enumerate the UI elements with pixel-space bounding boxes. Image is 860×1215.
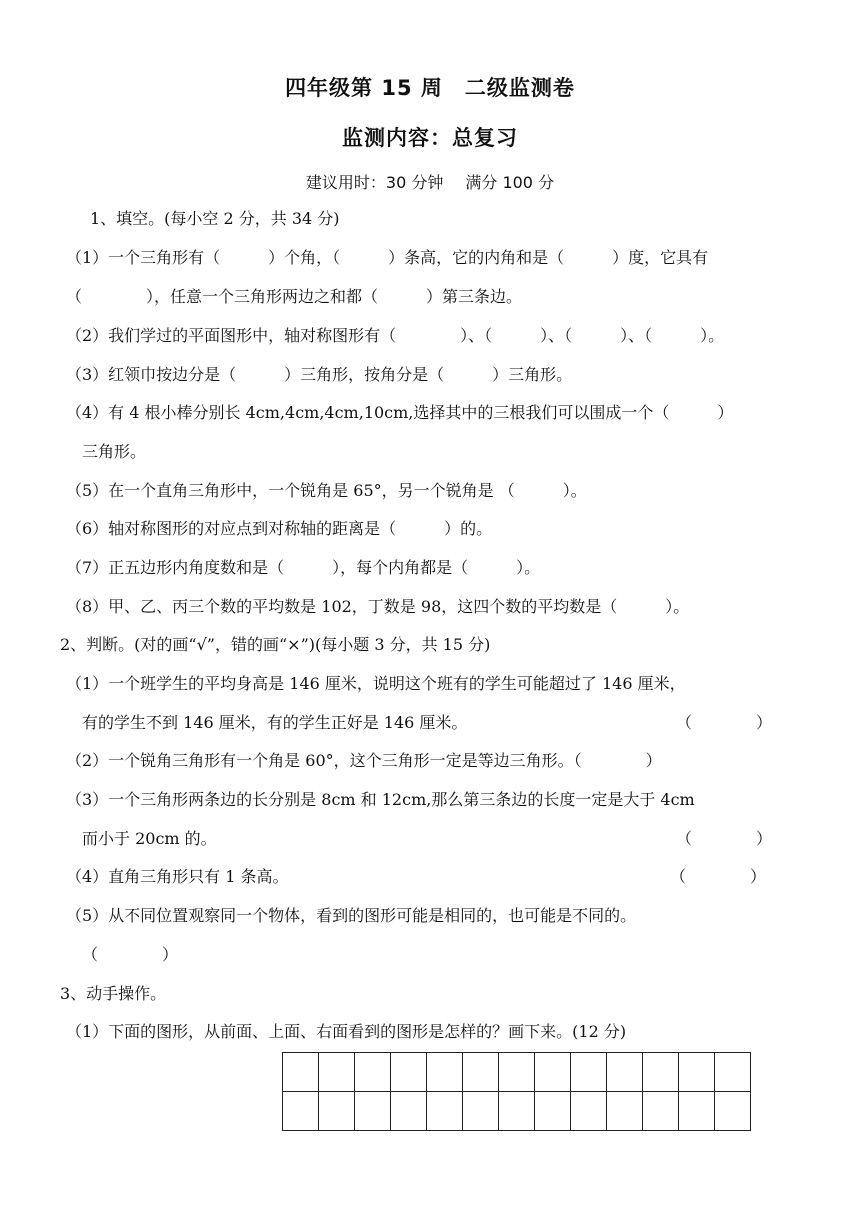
grid-cell[interactable] xyxy=(427,1053,463,1092)
grid-cell[interactable] xyxy=(643,1092,679,1131)
time-label: 建议用时：30 分钟 xyxy=(305,173,444,192)
grid-cell[interactable] xyxy=(571,1053,607,1092)
time-score-info xyxy=(0,170,860,193)
grid-cell[interactable] xyxy=(715,1092,751,1131)
grid-cell[interactable] xyxy=(319,1092,355,1131)
grid-cell[interactable] xyxy=(607,1053,643,1092)
s3-q1: （1）下面的图形，从前面、上面、右面看到的图形是怎样的？画下来。(12 分) xyxy=(66,1022,627,1041)
grid-cell[interactable] xyxy=(391,1053,427,1092)
section1-heading: 1、填空。(每小空 2 分，共 34 分) xyxy=(90,209,340,228)
s2-q1-line2: 有的学生不到 146 厘米，有的学生正好是 146 厘米。 xyxy=(82,713,468,732)
grid-cell[interactable] xyxy=(679,1092,715,1131)
s2-q5-answer-paren: （ ） xyxy=(82,945,179,964)
s1-q6: （6）轴对称图形的对应点到对称轴的距离是（ ）的。 xyxy=(66,519,493,538)
grid-cell[interactable] xyxy=(679,1053,715,1092)
grid-cell[interactable] xyxy=(499,1092,535,1131)
grid-cell[interactable] xyxy=(463,1053,499,1092)
s2-q1-line1: （1）一个班学生的平均身高是 146 厘米，说明这个班有的学生可能超过了 146 厘米， xyxy=(66,674,686,693)
drawing-grid[interactable] xyxy=(282,1052,751,1131)
section3-heading: 3、动手操作。 xyxy=(60,984,167,1003)
grid-cell[interactable] xyxy=(355,1053,391,1092)
s1-q8: （8）甲、乙、丙三个数的平均数是 102，丁数是 98，这四个数的平均数是（ ）。 xyxy=(66,597,690,616)
s2-q3-answer-paren: （ ） xyxy=(676,829,773,848)
s1-q1-line1: （1）一个三角形有（ ）个角，（ ）条高，它的内角和是（ ）度，它具有 xyxy=(66,248,709,267)
grid-cell[interactable] xyxy=(643,1053,679,1092)
s1-q5: （5）在一个直角三角形中，一个锐角是 65°，另一个锐角是 （ ）。 xyxy=(66,481,587,500)
s2-q3-line1: （3）一个三角形两条边的长分别是 8cm 和 12cm,那么第三条边的长度一定是大于 4cm xyxy=(66,790,695,809)
grid-cell[interactable] xyxy=(355,1092,391,1131)
grid-row xyxy=(283,1092,751,1131)
s2-q1-answer-paren: （ ） xyxy=(676,713,773,732)
page-title: 四年级第 15 周 二级监测卷 xyxy=(285,76,575,100)
grid-cell[interactable] xyxy=(499,1053,535,1092)
grid-cell[interactable] xyxy=(535,1053,571,1092)
s2-q2: （2）一个锐角三角形有一个角是 60°，这个三角形一定是等边三角形。（ ） xyxy=(66,751,662,770)
s1-q2: （2）我们学过的平面图形中，轴对称图形有（ ）、（ ）、（ ）、（ ）。 xyxy=(66,326,725,345)
grid-cell[interactable] xyxy=(607,1092,643,1131)
section2-heading: 2、判断。(对的画“√”，错的画“×”)(每小题 3 分，共 15 分) xyxy=(60,635,491,654)
grid-cell[interactable] xyxy=(571,1092,607,1131)
s1-q1-line2: （ ），任意一个三角形两边之和都（ ）第三条边。 xyxy=(66,287,523,306)
s1-q4-line1: （4）有 4 根小棒分别长 4cm,4cm,4cm,10cm,选择其中的三根我们可以围成一个（ ） xyxy=(66,403,734,422)
grid-cell[interactable] xyxy=(715,1053,751,1092)
s2-q3-line2: 而小于 20cm 的。 xyxy=(82,829,217,848)
s1-q7: （7）正五边形内角度数和是（ ），每个内角都是（ ）。 xyxy=(66,558,541,577)
page-subtitle: 监测内容：总复习 xyxy=(342,126,518,150)
grid-cell[interactable] xyxy=(427,1092,463,1131)
grid-cell[interactable] xyxy=(283,1092,319,1131)
grid-cell[interactable] xyxy=(319,1053,355,1092)
s1-q4-line2: 三角形。 xyxy=(82,442,147,461)
grid-cell[interactable] xyxy=(463,1092,499,1131)
s2-q4: （4）直角三角形只有 1 条高。 xyxy=(66,867,289,886)
grid-row xyxy=(283,1053,751,1092)
score-label: 满分 100 分 xyxy=(465,173,555,192)
s2-q4-answer-paren: （ ） xyxy=(670,867,767,886)
s2-q5-line1: （5）从不同位置观察同一个物体，看到的图形可能是相同的，也可能是不同的。 xyxy=(66,906,637,925)
grid-cell[interactable] xyxy=(391,1092,427,1131)
s1-q3: （3）红领巾按边分是（ ）三角形，按角分是（ ）三角形。 xyxy=(66,365,573,384)
grid-cell[interactable] xyxy=(283,1053,319,1092)
grid-cell[interactable] xyxy=(535,1092,571,1131)
